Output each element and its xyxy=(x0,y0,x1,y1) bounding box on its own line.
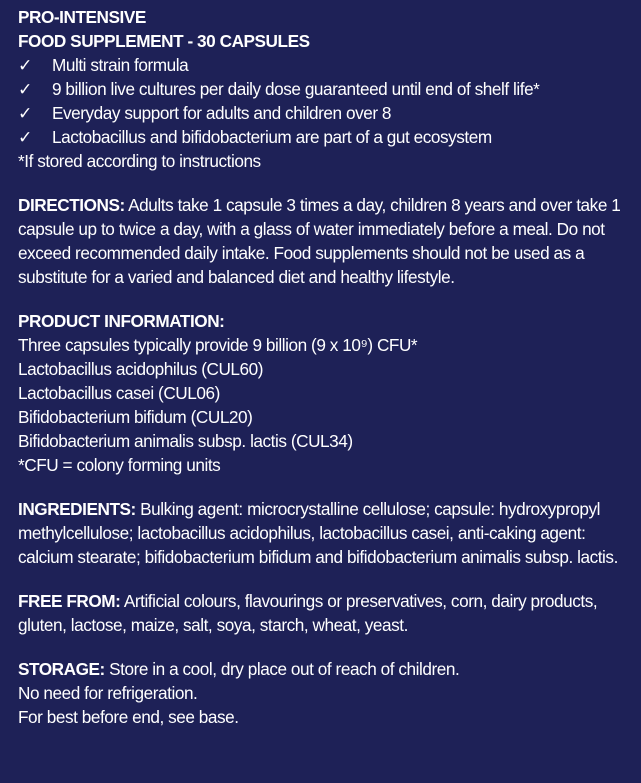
free-from-section xyxy=(18,589,630,637)
cfu-footnote: *CFU = colony forming units xyxy=(18,455,221,475)
product-information-section xyxy=(18,309,630,477)
storage-line: For best before end, see base. xyxy=(18,707,239,727)
ingredients-section xyxy=(18,497,630,569)
storage-line: No need for refrigeration. xyxy=(18,683,198,703)
claims-list xyxy=(18,53,630,149)
product-line: PRO-INTENSIVE xyxy=(18,7,146,27)
directions-label: DIRECTIONS: xyxy=(18,195,125,215)
product-type: FOOD SUPPLEMENT - 30 CAPSULES xyxy=(18,31,310,51)
directions-text: Adults take 1 capsule 3 times a day, children 8 years and over take 1 capsule up to twice a day, with a glass of water immediately before a meal. Do not exceed recommended daily intake. Food supplements should not be used as a substitute for a varied and balanced diet and healthy lifestyle. xyxy=(18,195,621,287)
cfu-statement: Three capsules typically provide 9 billion (9 x 10⁹) CFU* xyxy=(18,335,418,355)
claim-item xyxy=(18,77,630,101)
strain-line: Bifidobacterium animalis subsp. lactis (CUL34) xyxy=(18,431,353,451)
claim-text: Lactobacillus and bifidobacterium are part of a gut ecosystem xyxy=(52,127,492,147)
claim-item xyxy=(18,125,630,149)
storage-label: STORAGE: xyxy=(18,659,105,679)
claim-item xyxy=(18,101,630,125)
strain-line: Lactobacillus acidophilus (CUL60) xyxy=(18,359,264,379)
checkmark-icon: ✓ xyxy=(18,55,32,75)
claim-text: 9 billion live cultures per daily dose guaranteed until end of shelf life* xyxy=(52,79,540,99)
checkmark-icon: ✓ xyxy=(18,103,32,123)
product-information-label: PRODUCT INFORMATION: xyxy=(18,311,225,331)
claim-text: Multi strain formula xyxy=(52,55,189,75)
claim-item xyxy=(18,53,630,77)
checkmark-icon: ✓ xyxy=(18,79,32,99)
claim-text: Everyday support for adults and children over 8 xyxy=(52,103,392,123)
free-from-label: FREE FROM: xyxy=(18,591,121,611)
storage-first-line xyxy=(18,657,630,681)
directions-section xyxy=(18,193,630,289)
claims-footnote: *If stored according to instructions xyxy=(18,151,261,171)
checkmark-icon: ✓ xyxy=(18,127,32,147)
ingredients-text: Bulking agent: microcrystalline cellulose; capsule: hydroxypropyl methylcellulose; lactobacillus acidophilus, lactobacillus casei, anti-caking agent: calcium stearate; bifidobacterium bifidum and bifidobacterium animalis subsp. lactis. xyxy=(18,499,618,567)
strain-line: Bifidobacterium bifidum (CUL20) xyxy=(18,407,253,427)
ingredients-label: INGREDIENTS: xyxy=(18,499,136,519)
strain-line: Lactobacillus casei (CUL06) xyxy=(18,383,220,403)
storage-section xyxy=(18,657,630,729)
storage-text: Store in a cool, dry place out of reach of children. xyxy=(109,659,460,679)
free-from-text: Artificial colours, flavourings or preservatives, corn, dairy products, gluten, lactose, maize, salt, soya, starch, wheat, yeast. xyxy=(18,591,598,635)
label-text xyxy=(18,5,630,749)
